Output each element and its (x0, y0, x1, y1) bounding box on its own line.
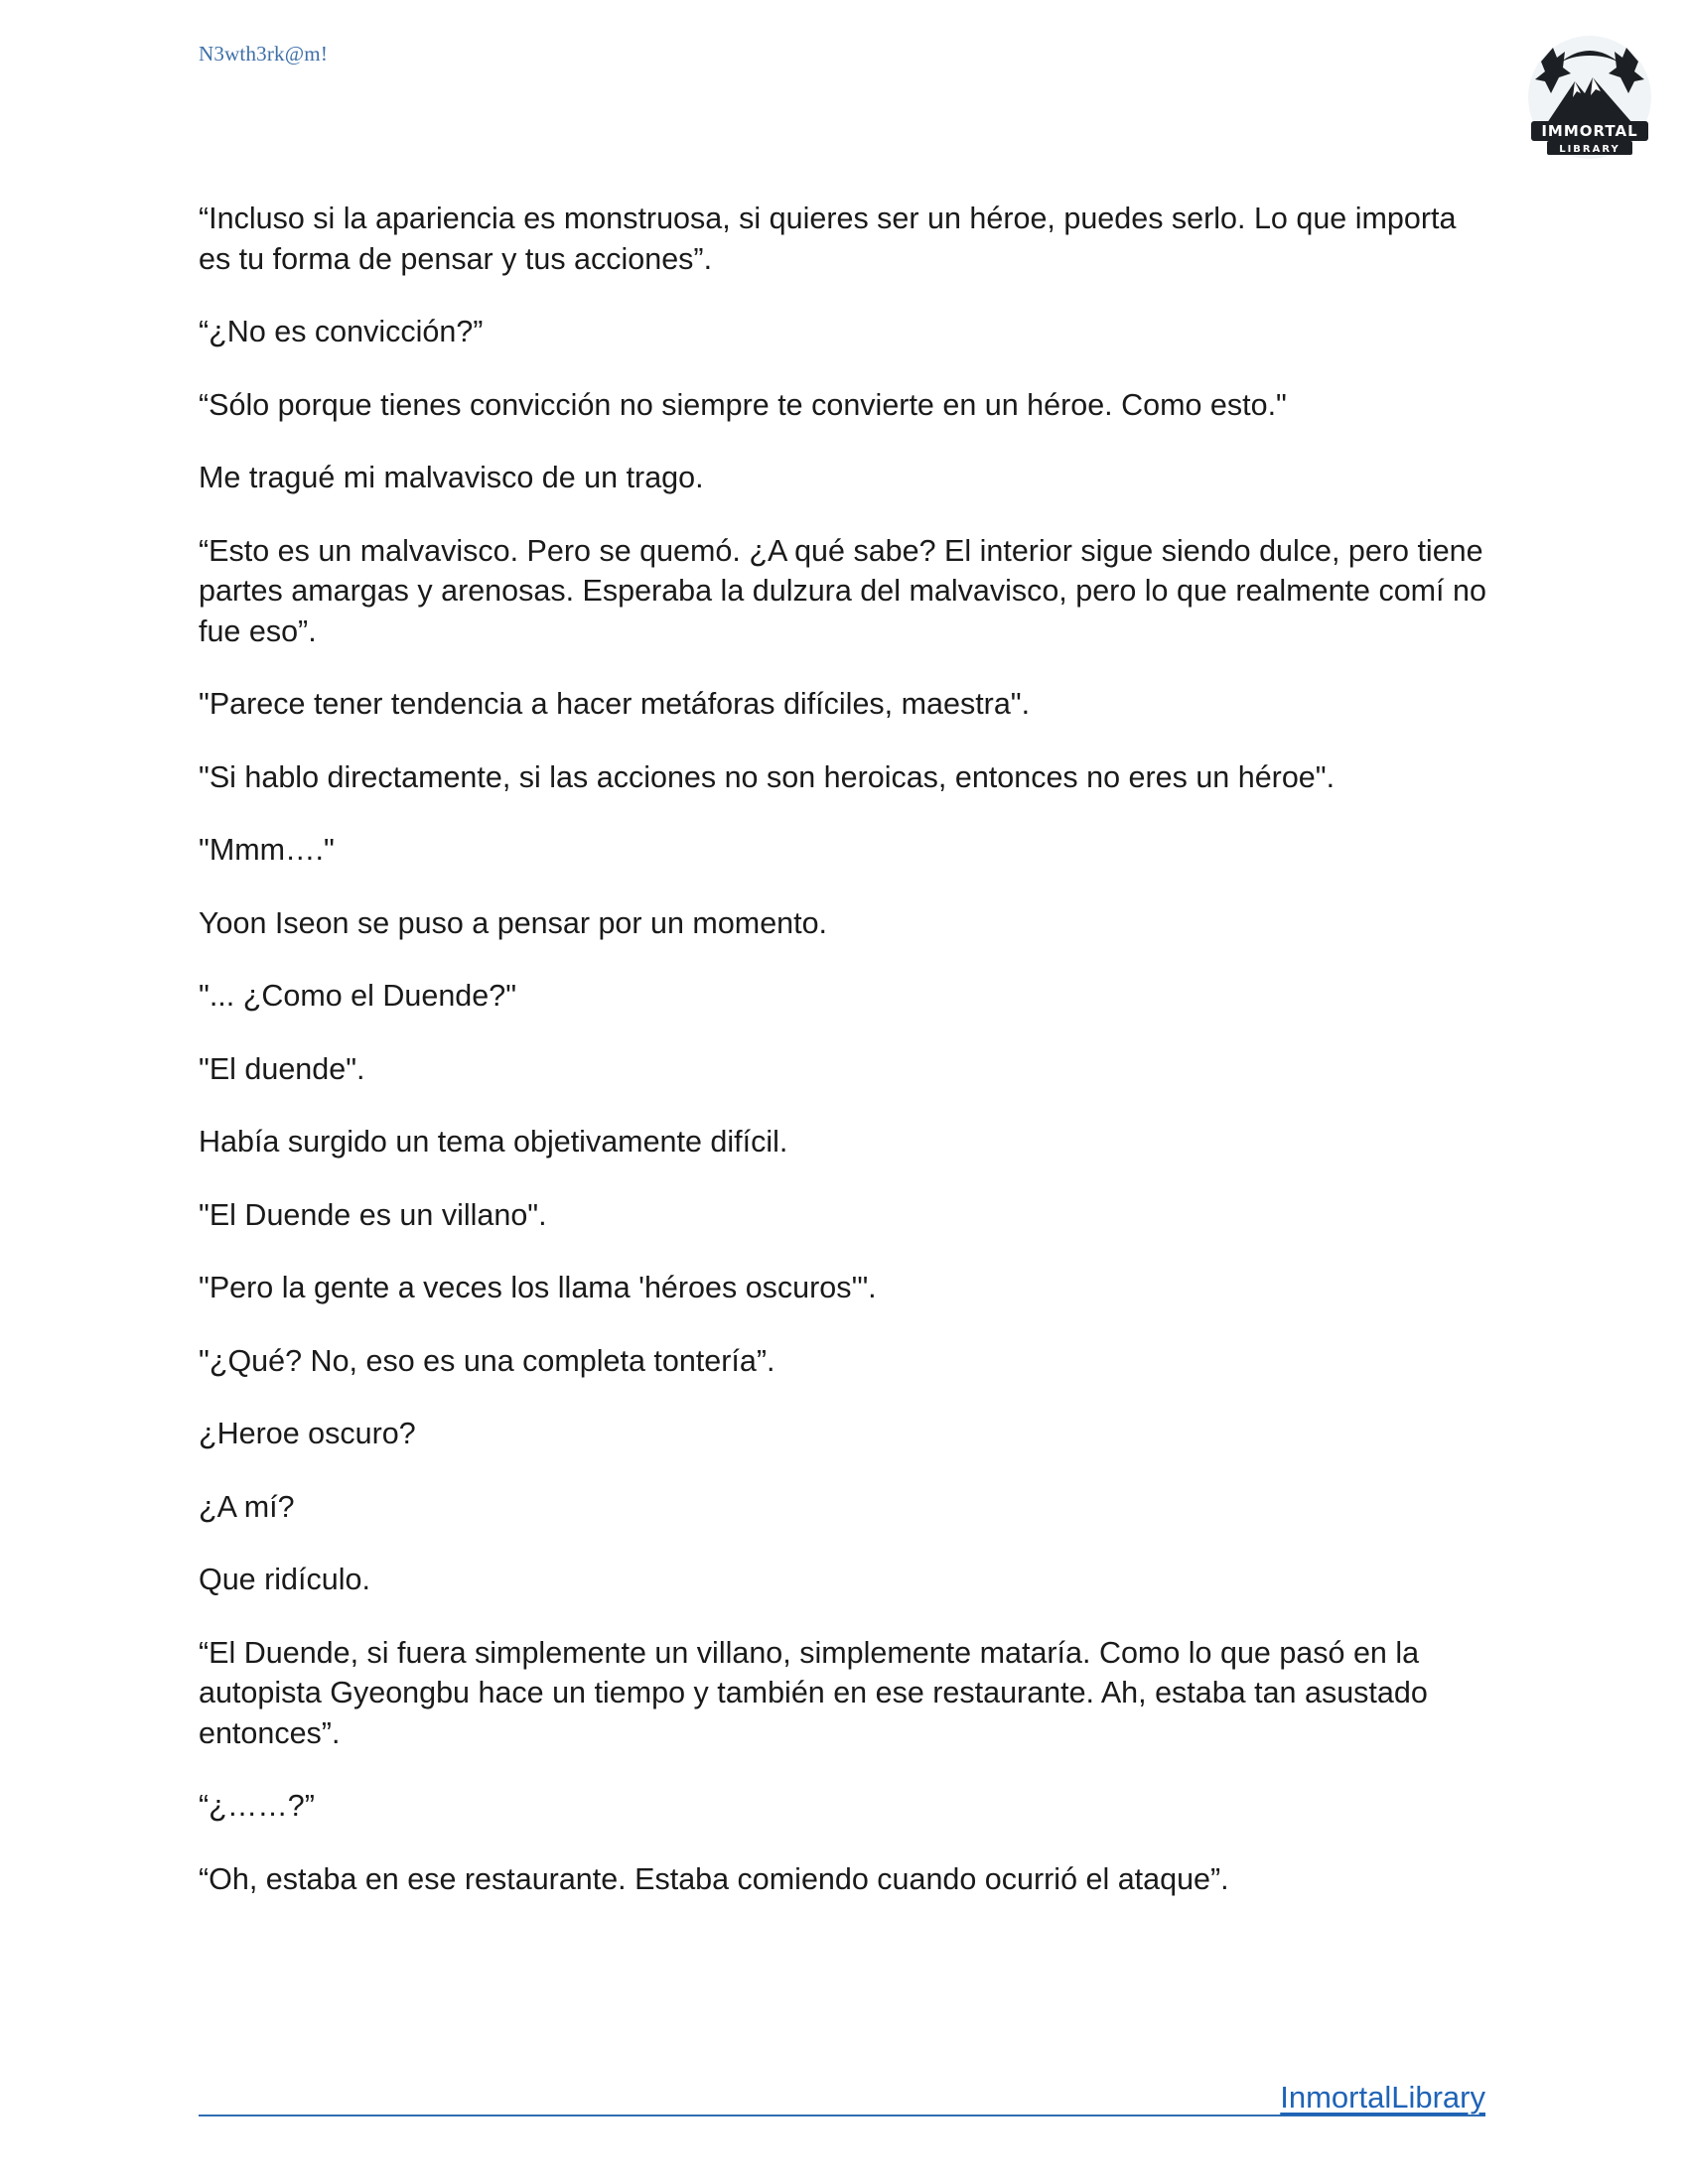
logo-line1: IMMORTAL (1541, 122, 1638, 140)
paragraph: ¿Heroe oscuro? (199, 1417, 416, 1450)
paragraph: Que ridículo. (199, 1563, 370, 1596)
paragraph: "... ¿Como el Duende?" (199, 979, 517, 1013)
paragraph: “¿……?” (199, 1789, 315, 1823)
logo-line2: LIBRARY (1559, 144, 1620, 155)
paragraph: "Si hablo directamente, si las acciones no son heroicas, entonces no eres un héroe". (199, 759, 1336, 794)
paragraph: “Esto es un malvavisco. Pero se quemó. ¿A qué sabe? El interior sigue siendo dulce, pero tiene partes amargas y arenosas. Esperaba la dulzura del malvavisco, pero lo que realmente comí no fue eso”. (199, 533, 1486, 648)
watermark-text: N3wth3rk@m! (199, 42, 329, 66)
document-body (199, 199, 1489, 1932)
paragraph: "Mmm…." (199, 833, 335, 867)
paragraph: "Pero la gente a veces los llama 'héroes oscuros'". (199, 1271, 877, 1304)
paragraph: “Oh, estaba en ese restaurante. Estaba comiendo cuando ocurrió el ataque”. (199, 1861, 1229, 1896)
dragon-mountain-icon (1519, 34, 1660, 165)
paragraph: "El duende". (199, 1051, 365, 1086)
paragraph: Me tragué mi malvavisco de un trago. (199, 461, 704, 494)
paragraph: ¿A mí? (199, 1489, 295, 1524)
paragraph: "El Duende es un villano". (199, 1197, 547, 1232)
footer-link[interactable]: InmortalLibrary (1280, 2080, 1485, 2115)
paragraph: “El Duende, si fuera simplemente un villano, simplemente mataría. Como lo que pasó en la autopista Gyeongbu hace un tiempo y también en ese restaurante. Ah, estaba tan asustado entonces”. (199, 1635, 1428, 1750)
immortal-library-logo (1519, 34, 1660, 165)
paragraph: "Parece tener tendencia a hacer metáforas difíciles, maestra". (199, 687, 1031, 721)
paragraph: Yoon Iseon se puso a pensar por un momento. (199, 905, 828, 940)
paragraph: Había surgido un tema objetivamente difícil. (199, 1125, 788, 1159)
paragraph: “Incluso si la apariencia es monstruosa, si quieres ser un héroe, puedes serlo. Lo que importa es tu forma de pensar y tus acciones”. (199, 202, 1457, 276)
paragraph: "¿Qué? No, eso es una completa tontería”. (199, 1343, 775, 1378)
paragraph: “¿No es convicción?” (199, 315, 484, 348)
paragraph: “Sólo porque tienes convicción no siempre te convierte en un héroe. Como esto." (199, 387, 1287, 422)
